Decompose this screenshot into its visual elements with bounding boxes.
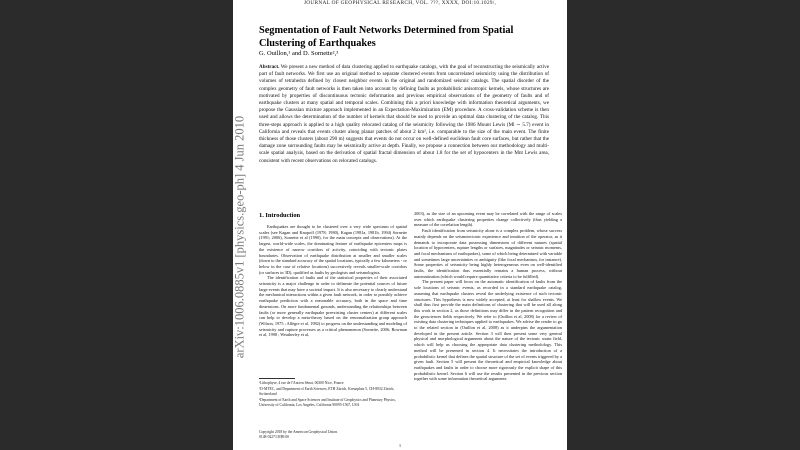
intro-paragraph: 2003), as the size of an upcoming event may be correlated with the range of scales over which earthquake clustering properties change collectively (thus yielding a measure of the correlation length). — [414, 211, 562, 228]
abstract-label: Abstract. — [259, 64, 280, 70]
footnote: ³Department of Earth and Space Sciences and Institute of Geophysics and Planetary Physics, University of California, Los Angeles, California 90095-1567, USA — [259, 397, 396, 407]
journal-header: JOURNAL OF GEOPHYSICAL RESEARCH, VOL. ???, XXXX, DOI:10.1029/, — [303, 0, 497, 6]
copyright-line: Copyright 2018 by the American Geophysical Union. — [259, 430, 338, 434]
copyright-code: 0148-0227/18/$9.00 — [259, 434, 290, 439]
page-number: 1 — [398, 443, 402, 448]
arxiv-identifier — [233, 92, 247, 382]
left-column — [259, 224, 407, 338]
abstract-text: We present a new method of data clustering applied to earthquake catalogs, with the goal of reconstructing the seismically active part of fault networks. We first use an original method to separate clustered events from uncorrelated seismicity using the distribution of volumes of tetrahedra defined by closest neighbor events in the original and randomized seismic catalogs. The spatial disorder of the complex geometry of fault networks is then taken into account by defining faults as probabilistic anisotropic kernels, whose structures are motivated by properties of discontinuous tectonic deformation and previous empirical observations of the geometry of faults and of earthquake clusters at many spatial and temporal scales. Combining this a priori knowledge with information theoretical arguments, we propose the Gaussian mixture approach implemented in an Expectation-Maximization (EM) procedure. A cross-validation scheme is then used and allows the determination of the number of kernels that should be used to provide an optimal data clustering of the catalog. This three-steps approach is applied to a high quality relocated catalog of the seismicity following the 1986 Mount Lewis (Ml ∼ 5.7) event in California and reveals that events cluster along planar patches of about 2 km², i.e. comparable to the size of the main event. The finite thickness of those clusters (about 290 m) suggests that events do not occur on well-defined euclidean fault core surfaces, but rather that the damage zone surrounding faults may be seismically active at depth. Finally, we propose a connection between our methodology and multi-scale spatial analysis, based on the derivation of spatial fractal dimension of about 1.8 for the set of hypocenters in the Mnt Lewis area, consistent with recent observations on relocated catalogs. — [259, 64, 549, 164]
footnote: ¹Lithophyse, 4 rue de l'Ancien Sénat, 06300 Nice, France — [259, 381, 344, 385]
paper-page — [233, 0, 567, 450]
abstract-block — [259, 64, 549, 165]
intro-paragraph: Fault identification from seismicity alone is a complex problem, whose success mainly depends on the seismotectonic experience and intuition of the operator, as it demands to incorporate data possessing dimensions of different natures (spatial location of hypocenters, rupture lengths or surfaces, magnitudes or seismic moments, and focal mechanisms of earthquakes), some of which being determined with variable and sometimes large uncertainties or ambiguity (like focal mechanism, for instance). Some properties of seismicity being highly heterogeneous even on well-identified faults, the identification thus essentially remains a human process, without automatization (which would require quantitative criteria to be fulfilled). — [414, 228, 562, 279]
section-heading-introduction: 1. Introduction — [259, 212, 301, 219]
intro-paragraph: The present paper will focus on the automatic identification of faults from the sole locations of seismic events, as recorded in a standard earthquake catalog, assuming that earthquake clusters reveal the underlying existence of such tectonic structures. This hypothesis is now widely accepted, at least for shallow events. We shall thus first provide the main definitions of clustering that will be used all along this work in section 2, as those definitions may differ in the pattern recognition and the geosciences fields respectively. We refer to (Ouillon et al, 2008) for a review of existing data clustering techniques applied to earthquakes. We advise the reader to go to the related section in (Ouillon et al, 2008) as it underpins the argumentation developed in the present article. Section 3 will then present some very general physical and morphological arguments about the nature of the tectonic strain field, which will help us choosing the appropriate data clustering methodology. This method will be presented in section 4. It necessitates the introduction of a probabilistic kernel that defines the spatial structure of the set of events triggered by a given fault. Section 5 will present the theoretical and empirical knowledge about earthquakes and faults in order to choose more rigorously the explicit shape of this probabilistic kernel. Section 6 will use the results presented in the previous section together with some information theoretical arguments — [414, 279, 562, 382]
footnotes — [259, 381, 407, 409]
paper-authors: G. Ouillon,¹ and D. Sornette²,³ — [259, 50, 339, 57]
footnote: ²D-MTEC, and Department of Earth Sciences, ETH Zürich, Kreuzplatz 5, CH-8032 Zürich, Switzerland — [259, 386, 395, 396]
copyright-notice — [259, 430, 407, 440]
intro-paragraph: The identification of faults and of the statistical properties of their associated seismicity is a major challenge in order to delineate the potential sources of future large events that may have a societal impact. It is also necessary to clearly understand the mechanical interactions within a given fault network, in order to possibly achieve earthquake prediction with a reasonable accuracy, both in the space and time dimensions. On more fundamental grounds, understanding the relationships between faults (or more generally earthquake preexisting cluster centers) at different scales can help to develop a meta-theory based on the renormalization group approach (Wilson, 1975 ; Allègre et al, 1982) to progress on the understanding and modeling of seismicity and rupture processes as a critical phenomenon (Sornette, 2006; Bowman et al, 1998 ; Weatherley et al, — [259, 275, 407, 338]
right-column — [414, 211, 562, 382]
paper-title: Segmentation of Fault Networks Determined from Spatial Clustering of Earthquakes — [259, 25, 514, 49]
intro-paragraph: Earthquakes are thought to be clustered over a very wide spectrum of spatial scales (see Kagan and Knopoff (1978; 1980), Kagan (1981a, 1981b, 1994) Sornette (1991; 2006), Sornette et al (1990), for the main concepts and observations). At the largest, world-wide scales, the dominating feature of earthquake epicenters maps is the existence of narrow corridors of activity, coinciding with tectonic plates boundaries. Observation of earthquake distribution at smaller and smaller scales (down to the standard accuracy of the spatial locations, typically a few kilometers - or below in the case of relative locations) successively reveals smaller-scale corridors (or surfaces in 3D), qualified as faults by geologists and seismologists. — [259, 224, 407, 275]
arxiv-identifier-text: arXiv:1006.0885v1 [physics.geo-ph] 4 Jun 2010 — [232, 115, 247, 359]
footnote-divider — [259, 378, 295, 379]
